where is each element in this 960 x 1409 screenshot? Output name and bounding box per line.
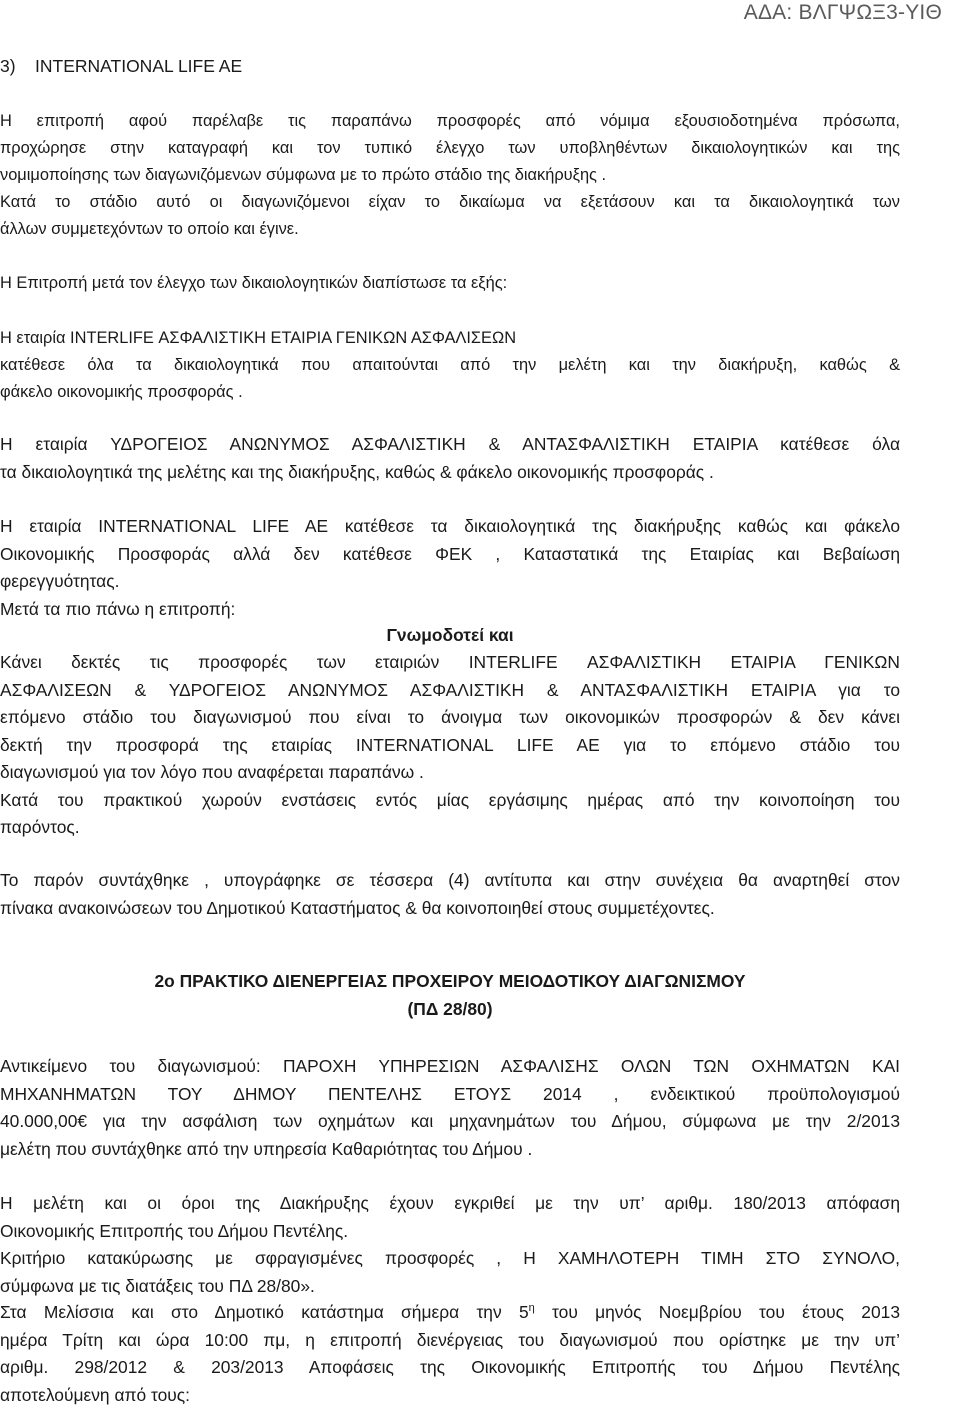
text-line: Η εταιρία INTERLIFE ΑΣΦΑΛΙΣΤΙΚΗ ΕΤΑΙΡΙΑ ΓΕΝΙΚΩΝ ΑΣΦΑΛΙΣΕΩΝ xyxy=(0,325,900,352)
text-line: Η Επιτροπή μετά τον έλεγχο των δικαιολογητικών διαπίστωσε τα εξής: xyxy=(0,270,900,297)
text-line: Κατά το στάδιο αυτό οι διαγωνιζόμενοι είχαν το δικαίωμα να εξετάσουν και τα δικαιολογητικά των xyxy=(0,189,900,216)
text-line: Κριτήριο κατακύρωσης με σφραγισμένες προσφορές , Η ΧΑΜΗΛΟΤΕΡΗ ΤΙΜΗ ΣΤΟ ΣΥΝΟΛΟ, xyxy=(0,1245,900,1273)
text-line: Αντικείμενο του διαγωνισμού: ΠΑΡΟΧΗ ΥΠΗΡΕΣΙΩΝ ΑΣΦΑΛΙΣΗΣ ΟΛΩΝ ΤΩΝ ΟΧΗΜΑΤΩΝ ΚΑΙ xyxy=(0,1053,900,1081)
paragraph-ydrogeios xyxy=(0,431,900,486)
paragraph-decision xyxy=(0,649,900,842)
paragraph-meeting xyxy=(0,1299,900,1409)
paragraph-international-life xyxy=(0,513,900,623)
text-line: Οικονομικής Προσφοράς αλλά δεν κατέθεσε ΦΕΚ , Καταστατικά της Εταιρίας και Βεβαίωση xyxy=(0,541,900,569)
text-line: ΑΣΦΑΛΙΣΕΩΝ & ΥΔΡΟΓΕΙΟΣ ΑΝΩΝΥΜΟΣ ΑΣΦΑΛΙΣΤΙΚΗ & ΑΝΤΑΣΦΑΛΙΣΤΙΚΗ ΕΤΑΙΡΙΑ για το xyxy=(0,677,900,705)
text-line: προχώρησε στην καταγραφή και τον τυπικό έλεγχο των υποβληθέντων δικαιολογητικών και της xyxy=(0,135,900,162)
meeting-date-text-b: του μηνός Νοεμβρίου του έτους 2013 xyxy=(535,1302,900,1322)
text-line xyxy=(0,1299,900,1327)
text-line: αποτελούμενη από τους: xyxy=(0,1382,900,1409)
ada-header: ΑΔΑ: ΒΛΓΨΩΞ3-ΥΙΘ xyxy=(744,0,942,26)
minutes-heading xyxy=(0,968,900,1023)
text-line: Η μελέτη και οι όροι της Διακήρυξης έχουν εγκριθεί με την υπ’ αριθμ. 180/2013 απόφαση xyxy=(0,1190,900,1218)
text-line: ΜΗΧΑΝΗΜΑΤΩΝ ΤΟΥ ΔΗΜΟΥ ΠΕΝΤΕΛΗΣ ΕΤΟΥΣ 2014 , ενδεικτικού προϋπολογισμού xyxy=(0,1081,900,1109)
paragraph-approval xyxy=(0,1190,900,1300)
text-line: διαγωνισμού για τον λόγο που αναφέρεται παραπάνω . xyxy=(0,759,900,787)
text-line: Κάνει δεκτές τις προσφορές των εταιριών INTERLIFE ΑΣΦΑΛΙΣΤΙΚΗ ΕΤΑΙΡΙΑ ΓΕΝΙΚΩΝ xyxy=(0,649,900,677)
text-line: τα δικαιολογητικά της μελέτης και της διακήρυξης, καθώς & φάκελο οικονομικής προσφοράς . xyxy=(0,459,900,487)
text-line: άλλων συμμετεχόντων το οποίο και έγινε. xyxy=(0,216,900,243)
text-line: πίνακα ανακοινώσεων του Δημοτικού Καταστήματος & θα κοινοποιηθεί στους συμμετέχοντες. xyxy=(0,895,900,923)
minutes-heading-line1: 2ο ΠΡΑΚΤΙΚΟ ΔΙΕΝΕΡΓΕΙΑΣ ΠΡΟΧΕΙΡΟΥ ΜΕΙΟΔΟΤΙΚΟΥ ΔΙΑΓΩΝΙΣΜΟΥ xyxy=(0,968,900,996)
opinion-title: Γνωμοδοτεί και xyxy=(0,622,900,650)
text-line: σύμφωνα με τις διατάξεις του ΠΔ 28/80». xyxy=(0,1273,900,1301)
text-line: Κατά του πρακτικού χωρούν ενστάσεις εντός μίας εργάσιμης ημέρας από την κοινοποίηση του xyxy=(0,787,900,815)
text-line: 40.000,00€ για την ασφάλιση των οχημάτων και μηχανημάτων του Δήμου, σύμφωνα με την 2/2013 xyxy=(0,1108,900,1136)
text-line: παρόντος. xyxy=(0,814,900,842)
text-line: επόμενο στάδιο του διαγωνισμού που είναι το άνοιγμα των οικονομικών προσφορών & δεν κάνει xyxy=(0,704,900,732)
meeting-date-text-a: Στα Μελίσσια και στο Δημοτικό κατάστημα σήμερα την 5 xyxy=(0,1302,529,1322)
text-line: μελέτη που συντάχθηκε από την υπηρεσία Καθαριότητας του Δήμου . xyxy=(0,1136,900,1164)
text-line: φάκελο οικονομικής προσφοράς . xyxy=(0,379,900,406)
paragraph-findings-intro xyxy=(0,270,900,297)
text-line: ημέρα Τρίτη και ώρα 10:00 πμ, η επιτροπή διενέργειας του διαγωνισμού που ορίστηκε με την υπ’ xyxy=(0,1327,900,1355)
text-line: Η εταιρία ΥΔΡΟΓΕΙΟΣ ΑΝΩΝΥΜΟΣ ΑΣΦΑΛΙΣΤΙΚΗ & ΑΝΤΑΣΦΑΛΙΣΤΙΚΗ ΕΤΑΙΡΙΑ κατέθεσε όλα xyxy=(0,431,900,459)
text-line: φερεγγυότητας. xyxy=(0,568,900,596)
minutes-heading-line2: (ΠΔ 28/80) xyxy=(0,996,900,1024)
text-line: Οικονομικής Επιτροπής του Δήμου Πεντέλης. xyxy=(0,1218,900,1246)
ordinal-superscript: η xyxy=(529,1302,535,1314)
section-title: 3) INTERNATIONAL LIFE AE xyxy=(0,54,242,78)
text-line: κατέθεσε όλα τα δικαιολογητικά που απαιτούνται από την μελέτη και την διακήρυξη, καθώς & xyxy=(0,352,900,379)
paragraph-signing xyxy=(0,867,900,922)
text-line: νομιμοποίησης των διαγωνιζόμενων σύμφωνα με το πρώτο στάδιο της διακήρυξης . xyxy=(0,162,900,189)
text-line: Η εταιρία INTERNATIONAL LIFE AE κατέθεσε τα δικαιολογητικά της διακήρυξης καθώς και φάκελο xyxy=(0,513,900,541)
text-line: δεκτή την προσφορά της εταιρίας INTERNATIONAL LIFE AE για το επόμενο στάδιο του xyxy=(0,732,900,760)
text-line: αριθμ. 298/2012 & 203/2013 Αποφάσεις της Οικονομικής Επιτροπής του Δήμου Πεντέλης xyxy=(0,1354,900,1382)
paragraph-committee-review xyxy=(0,108,900,243)
paragraph-subject xyxy=(0,1053,900,1163)
paragraph-interlife xyxy=(0,325,900,406)
text-line: Μετά τα πιο πάνω η επιτροπή: xyxy=(0,596,900,624)
text-line: Το παρόν συντάχθηκε , υπογράφηκε σε τέσσερα (4) αντίτυπα και στην συνέχεια θα αναρτηθεί στον xyxy=(0,867,900,895)
text-line: Η επιτροπή αφού παρέλαβε τις παραπάνω προσφορές από νόμιμα εξουσιοδοτημένα πρόσωπα, xyxy=(0,108,900,135)
